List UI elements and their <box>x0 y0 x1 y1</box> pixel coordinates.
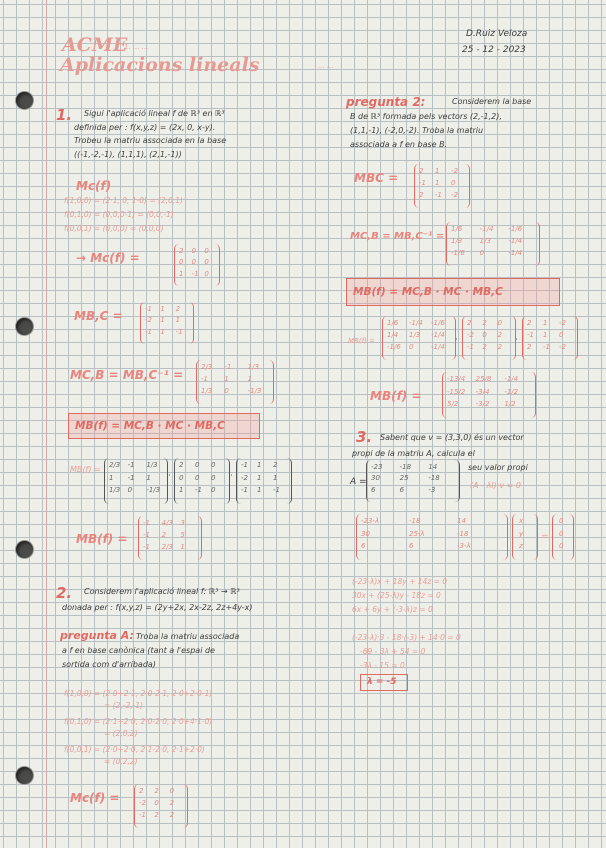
matrix-cell: 1 <box>543 331 548 339</box>
date: 25 - 12 - 2023 <box>462 45 526 55</box>
ex1-result-label: MB(f) = <box>76 532 128 546</box>
q2-product-matrix-3 <box>522 316 578 360</box>
vector-cell: 0 <box>559 517 564 525</box>
ex3-step-1: (-23-λ)·3 - 18·(-3) + 14·0 = 0 <box>352 633 461 642</box>
matrix-cell: -1 <box>224 363 232 371</box>
matrix-cell: 0 <box>482 331 487 339</box>
matrix-cell: -1/6 <box>431 319 445 327</box>
page-title: ACME <box>62 34 128 56</box>
matrix-cell: -2 <box>559 343 566 351</box>
matrix-cell: -1 <box>419 179 426 187</box>
matrix-cell: 1 <box>257 461 262 469</box>
vector-cell: y <box>519 529 524 538</box>
matrix-cell: -1 <box>543 343 550 351</box>
matrix-cell: 2 <box>467 319 472 327</box>
matrix-cell: 1 <box>109 473 114 482</box>
matrix-cell: -1/2 <box>504 387 519 396</box>
matrix-cell: 2 <box>527 319 532 327</box>
author-name: D.Ruiz Veloza <box>466 29 528 39</box>
matrix-cell: -1 <box>143 519 150 527</box>
matrix-cell: 14 <box>428 463 438 471</box>
ex1-image-3: f(0,0,1) = (0,0,0) = (0,0,0) <box>64 224 164 233</box>
ex3-text-line1: Sabent que v = (3,3,0) és un vector <box>380 433 524 442</box>
matrix-cell: 2 <box>175 305 181 313</box>
matrix-cell: -1 <box>467 343 474 351</box>
ex1-product-label: MB(f) = <box>70 465 101 474</box>
matrix-cell: -3-λ <box>457 542 471 551</box>
matrix-cell: 2/3 <box>201 363 213 371</box>
ex1-result-matrix <box>138 516 202 560</box>
binder-hole <box>16 318 33 335</box>
matrix-cell: 0 <box>195 461 200 469</box>
matrix-cell: -1/4 <box>431 331 445 339</box>
matrix-cell: 0 <box>179 473 184 482</box>
matrix-cell: -1/4 <box>508 249 523 257</box>
exercise-1-number: 1. <box>56 106 73 124</box>
matrix-cell: -1 <box>143 543 150 551</box>
matrix-cell: 1 <box>257 486 262 495</box>
q2-label: pregunta 2: <box>346 95 426 109</box>
matrix-cell: -18 <box>457 529 469 538</box>
matrix-cell: 0 <box>204 258 209 267</box>
matrix-cell: 0 <box>559 331 564 339</box>
matrix-cell: 2 <box>169 811 175 819</box>
matrix-cell: 2 <box>139 787 144 795</box>
vector-cell: 0 <box>559 542 564 551</box>
binder-hole <box>16 767 33 784</box>
matrix-cell: -1/6 <box>451 249 465 257</box>
matrix-cell: -1 <box>241 486 248 495</box>
matrix-cell: 0 <box>479 249 485 257</box>
matrix-cell: 2 <box>169 799 175 807</box>
ex3-text-line2: propi de la matriu A, calcula el <box>352 449 475 458</box>
matrix-cell: 1/6 <box>387 319 399 327</box>
matrix-cell: 0 <box>211 461 216 469</box>
matrix-cell: 1/3 <box>409 331 421 339</box>
q2-mcb-label: MC,B = MB,C⁻¹ = <box>350 231 445 242</box>
ex3-answer: λ = -5 <box>367 677 397 687</box>
matrix-cell: 1/3 <box>109 486 121 495</box>
matrix-cell: -1 <box>145 327 152 336</box>
binder-hole <box>16 541 33 558</box>
matrix-cell: -1/4 <box>431 343 445 351</box>
matrix-cell: 30 <box>371 474 380 483</box>
ex3-eigen-equation: (A - λI)·v = 0 <box>470 481 521 490</box>
matrix-cell: -2 <box>559 319 566 327</box>
matrix-cell: 0 <box>211 486 216 495</box>
ex3-a-matrix <box>366 460 460 502</box>
matrix-cell: -18 <box>409 517 421 525</box>
matrix-cell: 4/3 <box>161 519 173 527</box>
matrix-cell: 14 <box>457 517 466 525</box>
ex1-formula: MB(f) = MC,B · MC · MB,C <box>75 420 225 432</box>
q2-product-label: MB(f) = <box>348 337 375 345</box>
q2-text-line3: (1,1,-1), (-2,0,-2). Troba la matriu <box>350 126 484 135</box>
ex2-question-line2: a f en base canònica (tant a l'espai de <box>62 646 215 655</box>
ex1-image-2: f(0,1,0) = (0,0,0-1) = (0,0,-1) <box>64 210 174 219</box>
matrix-cell: 1 <box>273 473 278 482</box>
matrix-cell: -23 <box>371 463 383 471</box>
ex3-equation-1: (-23-λ)x + 18y + 14z = 0 <box>352 577 448 586</box>
matrix-cell: 6 <box>409 542 414 551</box>
matrix-cell: 0 <box>409 343 414 351</box>
matrix-cell: -3/4 <box>475 387 490 396</box>
ex3-equation-2: 30x + (25-λ)y - 18z = 0 <box>352 591 441 600</box>
matrix-cell: -1/4 <box>479 225 494 233</box>
matrix-cell: 6 <box>399 485 405 494</box>
matrix-cell: 0 <box>224 387 229 395</box>
matrix-cell: 2 <box>161 531 167 539</box>
q2-text-line2: B de ℝ³ formada pels vectors (2,-1,2), <box>350 112 502 121</box>
matrix-cell: 1 <box>179 486 184 495</box>
matrix-cell: 2/3 <box>109 461 121 469</box>
ex2-question-line3: sortida com d'arribada) <box>62 660 156 669</box>
ex2-image-3: f(0,0,1) = (2·0+2·0, 2·1-2·0, 2·1+2·0) <box>64 745 205 754</box>
matrix-cell: -1 <box>143 531 150 539</box>
matrix-cell: 0 <box>204 247 209 255</box>
matrix-cell: -1 <box>241 461 248 469</box>
matrix-cell: 6 <box>361 542 366 551</box>
q2-result-label: MB(f) = <box>370 389 422 403</box>
ex2-image-2: f(0,1,0) = (2·1+2·0, 2·0-2·0, 2·0+4·1-0) <box>64 717 213 726</box>
matrix-cell: 1 <box>257 473 262 482</box>
matrix-cell: -1 <box>273 486 280 495</box>
matrix-cell: 1 <box>160 327 165 336</box>
matrix-cell: -1 <box>139 811 146 819</box>
ex2-mc-matrix <box>134 784 188 828</box>
ex3-step-2: -69 - 3λ + 54 = 0 <box>360 647 426 656</box>
matrix-cell: -1 <box>175 327 183 336</box>
multiply-sign: · <box>230 471 233 480</box>
matrix-cell: 1 <box>543 319 548 327</box>
matrix-cell: -13/4 <box>447 375 466 383</box>
matrix-cell: -2 <box>451 191 458 199</box>
matrix-cell: 2 <box>482 319 487 327</box>
ex1-mc-heading: Mc(f) <box>76 179 112 193</box>
matrix-cell: -2 <box>145 316 152 325</box>
ex2-question-label: pregunta A: <box>60 629 134 642</box>
matrix-cell: 1 <box>180 543 185 551</box>
ex1-mc-matrix <box>174 244 220 286</box>
subtitle-note: ... ... <box>318 62 334 70</box>
ex1-product-matrix-3 <box>236 458 292 504</box>
matrix-cell: -18 <box>399 463 412 471</box>
matrix-cell: 2 <box>527 343 532 351</box>
matrix-cell: 1/3 <box>201 387 213 395</box>
matrix-cell: 3 <box>180 519 185 527</box>
matrix-cell: 2/3 <box>161 543 173 551</box>
matrix-cell: -1/4 <box>409 319 423 327</box>
q2-text-line4: associada a f en base B. <box>350 140 448 149</box>
matrix-cell: -1 <box>435 191 442 199</box>
binder-hole <box>16 92 33 109</box>
matrix-cell: -1 <box>127 461 135 469</box>
matrix-cell: 1 <box>160 305 165 313</box>
matrix-cell: 2 <box>482 343 487 351</box>
ex3-a-label: A = <box>350 477 367 487</box>
matrix-cell: 0 <box>497 319 503 327</box>
matrix-cell: 1 <box>175 316 181 325</box>
matrix-cell: 1/6 <box>451 225 463 233</box>
ex1-mcb-label: MC,B = MB,C⁻¹ = <box>70 368 184 382</box>
matrix-cell: -3 <box>428 485 436 494</box>
matrix-cell: 2 <box>497 343 503 351</box>
vector-cell: x <box>519 517 524 525</box>
matrix-cell: 0 <box>179 258 184 267</box>
ex3-zero-vector <box>552 514 574 560</box>
matrix-cell: -1 <box>127 473 135 482</box>
matrix-cell: 1 <box>146 473 151 482</box>
matrix-cell: 1 <box>179 269 184 278</box>
matrix-cell: 30 <box>361 529 370 538</box>
ex2-text-line2: donada per : f(x,y,z) = (2y+2x, 2x-2z, 2z+4y-x) <box>62 603 253 612</box>
matrix-cell: 25/8 <box>475 375 492 383</box>
matrix-cell: 1 <box>224 375 229 383</box>
matrix-cell: -3/2 <box>475 400 490 409</box>
matrix-cell: 2 <box>154 811 159 819</box>
matrix-cell: 2 <box>154 787 159 795</box>
matrix-cell: -2 <box>451 167 458 175</box>
q2-result-matrix <box>442 372 536 418</box>
matrix-cell: 5/2 <box>447 400 459 409</box>
matrix-cell: 0 <box>211 473 216 482</box>
q2-mcb-matrix <box>446 222 540 266</box>
title-note: 1. ... ... <box>124 43 149 51</box>
matrix-cell: 25-λ <box>409 529 425 538</box>
ex3-equation-3: 6x + 6y + (-3-λ)z = 0 <box>352 605 433 614</box>
ex1-text-line2: definida per : f(x,y,z) = (2x, 0, x-y). <box>74 123 216 132</box>
matrix-cell: 0 <box>195 473 200 482</box>
q2-product-matrix-1 <box>382 316 456 360</box>
matrix-cell: 1/3 <box>146 461 158 469</box>
matrix-cell: -1 <box>195 486 202 495</box>
ex3-text-line3: seu valor propi <box>468 463 528 472</box>
ex1-text-line1: Sigui l'aplicació lineal f de ℝ³ en ℝ³ <box>84 109 225 118</box>
ex2-question-line1: Troba la matriu associada <box>136 632 240 641</box>
matrix-cell: 1 <box>435 167 440 175</box>
matrix-cell: 1/3 <box>479 237 491 245</box>
matrix-cell: 2 <box>419 191 424 199</box>
matrix-cell: 1 <box>160 316 165 325</box>
matrix-cell: 0 <box>204 269 209 278</box>
matrix-cell: 1 <box>435 179 440 187</box>
exercise-2-number: 2. <box>56 584 73 602</box>
matrix-cell: 1/2 <box>504 400 516 409</box>
matrix-cell: -2 <box>467 331 474 339</box>
ex3-system-matrix <box>356 514 508 560</box>
matrix-cell: -1/4 <box>508 237 523 245</box>
q2-mbc-label: MBC = <box>354 171 399 185</box>
ex2-image-1-result: = (2,-2,-1) <box>104 701 144 710</box>
matrix-cell: 0 <box>169 787 175 795</box>
ex3-step-3: -3λ - 15 = 0 <box>360 661 405 670</box>
multiply-sign: · <box>515 335 518 344</box>
matrix-cell: 0 <box>154 799 159 807</box>
matrix-cell: -23-λ <box>361 517 380 525</box>
q2-text-line1: Considerem la base <box>452 97 532 106</box>
matrix-cell: -1/3 <box>247 387 262 395</box>
ex3-answer-box <box>360 674 408 691</box>
ex1-text-line4: ((-1,-2,-1), (1,1,1), (2,1,-1)) <box>74 150 182 159</box>
ex2-image-3-result: = (0,2,2) <box>104 757 138 766</box>
ex2-mc-label: Mc(f) = <box>70 791 120 805</box>
matrix-cell: -18 <box>428 474 440 483</box>
exercise-3-number: 3. <box>356 428 373 446</box>
matrix-cell: -1/6 <box>387 343 401 351</box>
matrix-cell: 2 <box>273 461 278 469</box>
ex1-image-1: f(1,0,0) = (2·1, 0, 1-0) = (2,0,1) <box>64 196 183 205</box>
matrix-cell: 0 <box>127 486 133 495</box>
matrix-cell: -1 <box>191 269 199 278</box>
matrix-cell: -1 <box>145 305 152 313</box>
matrix-cell: 2 <box>419 167 424 175</box>
ex1-mc-result-label: → Mc(f) = <box>76 251 140 265</box>
page-subtitle: Aplicacions lineals <box>60 54 260 76</box>
matrix-cell: -2 <box>139 799 146 807</box>
matrix-cell: 25 <box>399 474 409 483</box>
matrix-cell: 1 <box>247 375 253 383</box>
ex2-image-1: f(1,0,0) = (2·0+2·1, 2·0-2·1, 2·0+2·0-1) <box>64 689 213 698</box>
matrix-cell: 6 <box>371 485 376 494</box>
matrix-cell: -15/2 <box>447 387 466 396</box>
ex1-product-matrix-2 <box>174 458 230 504</box>
matrix-cell: 2 <box>179 461 184 469</box>
ex1-mbc-matrix <box>140 302 194 344</box>
q2-formula: MB(f) = MC,B · MC · MB,C <box>353 286 503 298</box>
matrix-cell: -1 <box>527 331 534 339</box>
matrix-cell: 1/4 <box>387 331 399 339</box>
matrix-cell: -1/4 <box>504 375 519 383</box>
matrix-cell: 5 <box>180 531 185 539</box>
ex1-product-matrix-1 <box>104 458 168 504</box>
ex1-text-line3: Trobeu la matriu associada en la base <box>74 136 227 145</box>
matrix-cell: 2 <box>497 331 503 339</box>
ex2-image-2-result: = (2,0,2) <box>104 729 138 738</box>
multiply-sign: · <box>168 471 171 480</box>
matrix-cell: 0 <box>191 258 197 267</box>
ex1-formula-box <box>68 413 260 439</box>
ex3-unknown-vector <box>512 514 538 560</box>
matrix-cell: 1/3 <box>247 363 259 371</box>
matrix-cell: -2 <box>241 473 248 482</box>
q2-mbc-matrix <box>414 164 470 208</box>
matrix-cell: 1/3 <box>451 237 463 245</box>
ex1-mbc-label: MB,C = <box>74 309 123 323</box>
matrix-cell: 0 <box>191 247 197 255</box>
matrix-cell: -1/6 <box>508 225 523 233</box>
ex2-text-line1: Considerem l'aplicació lineal f: ℝ³ → ℝ³ <box>84 587 240 596</box>
matrix-cell: 2 <box>179 247 184 255</box>
vector-cell: z <box>519 542 523 551</box>
matrix-cell: -1/3 <box>146 486 161 495</box>
matrix-cell: -1 <box>201 375 208 383</box>
ex1-mcb-matrix <box>196 360 274 404</box>
margin-line <box>46 0 47 848</box>
equals-sign: = <box>541 532 549 542</box>
matrix-cell: 0 <box>451 179 456 187</box>
q2-product-matrix-2 <box>462 316 516 360</box>
q2-formula-box <box>346 278 560 306</box>
vector-cell: 0 <box>559 529 564 538</box>
multiply-sign: · <box>455 335 458 344</box>
